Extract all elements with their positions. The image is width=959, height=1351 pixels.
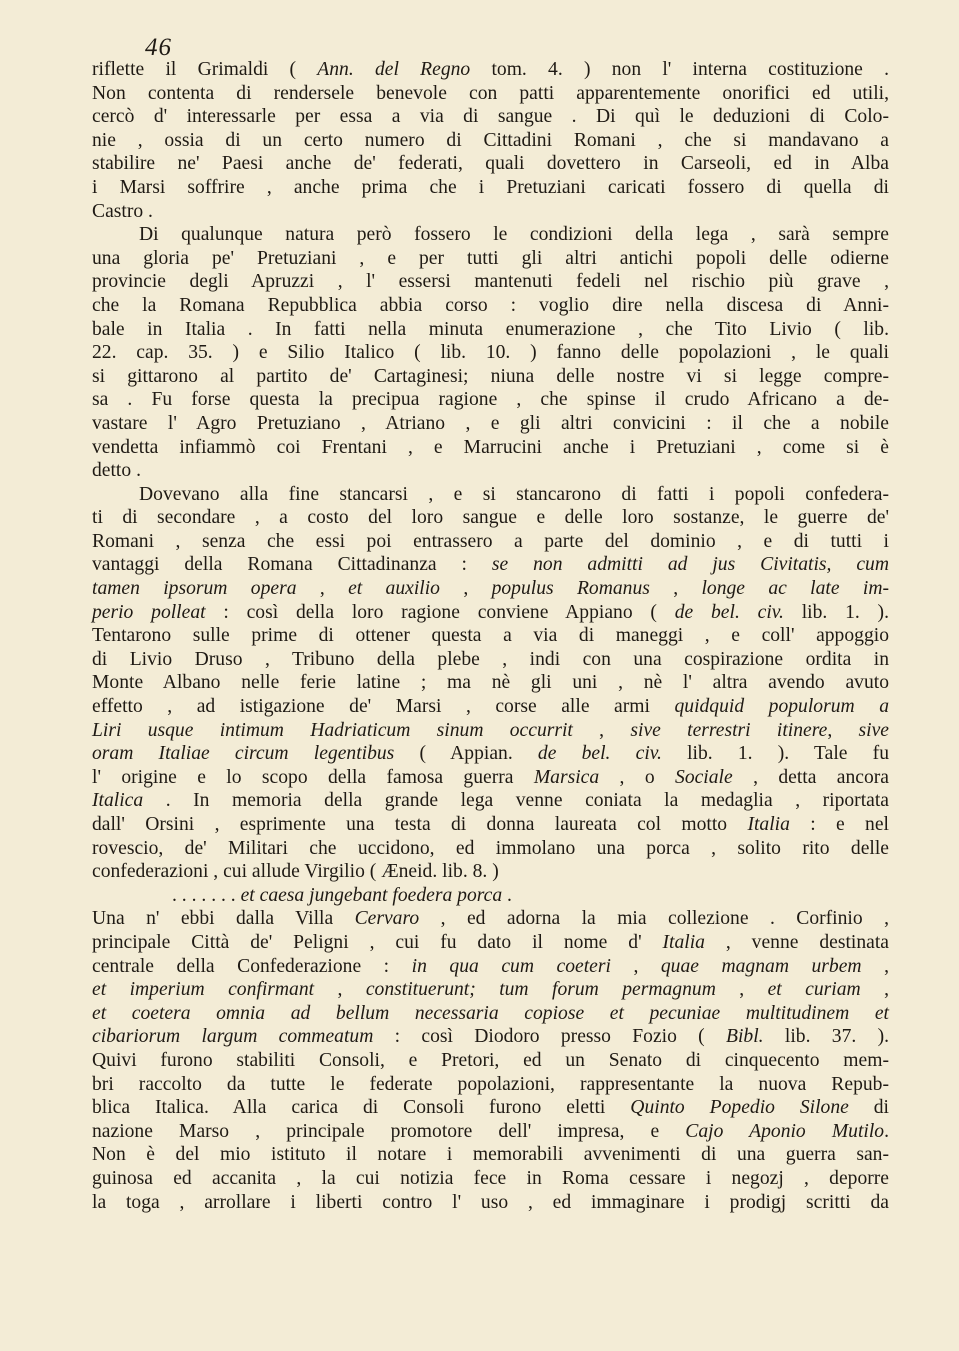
text-line: bale in Italia . In fatti nella minuta enumerazione , che Tito Livio ( lib. bbox=[92, 318, 889, 340]
text-line: rovescio, de' Militari che uccidono, ed immolano una porca , solito rito delle bbox=[92, 837, 889, 859]
text-line: 22. cap. 35. ) e Silio Italico ( lib. 10. ) fanno delle popolazioni , le quali bbox=[92, 342, 889, 364]
text-line: et imperium confirmant , constituerunt; tum forum permagnum , et curiam , bbox=[92, 979, 890, 1001]
text-line: cercò d' interessarle per essa a via di sangue . Di quì le deduzioni di Colo- bbox=[92, 106, 889, 128]
text-line: i Marsi soffrire , anche prima che i Pretuziani caricati fossero di quella di bbox=[92, 176, 889, 198]
text-line: et coetera omnia ad bellum necessaria copiose et pecuniae multitudinem et bbox=[92, 1002, 889, 1024]
text-line: una gloria pe' Pretuziani , e per tutti gli altri antichi popoli delle odierne bbox=[92, 247, 889, 269]
text-line: si gittarono al partito de' Cartaginesi; niuna delle nostre vi si legge compre- bbox=[92, 365, 889, 387]
text-line: Non contenta di rendersele benevole con patti apparentemente onorifici ed utili, bbox=[92, 82, 889, 104]
text-line: guinosa ed accanita , la cui notizia fece in Roma cessare i negozj , deporre bbox=[92, 1167, 889, 1189]
text-line: vendetta infiammò coi Frentani , e Marrucini anche i Pretuziani , come si è bbox=[92, 436, 889, 458]
text-line: che la Romana Repubblica abbia corso : voglio dire nella discesa di Anni- bbox=[92, 294, 889, 316]
page-number: 46 bbox=[145, 34, 172, 61]
text-line: oram Italiae circum legentibus ( Appian. de bel. civ. lib. 1. ). Tale fu bbox=[92, 743, 889, 765]
text-line: perio polleat : così della loro ragione conviene Appiano ( de bel. civ. lib. 1. ). bbox=[92, 601, 889, 623]
text-line: Non è del mio istituto il notare i memorabili avvenimenti di una guerra san- bbox=[92, 1144, 889, 1166]
text-line: Monte Albano nelle ferie latine ; ma nè gli uni , nè l' altra avendo avuto bbox=[92, 672, 889, 694]
text-line: ti di secondare , a costo del loro sangue e delle loro sostanze, le guerre de' bbox=[92, 507, 889, 529]
text-line: Di qualunque natura però fossero le condizioni della lega , sarà sempre bbox=[139, 224, 889, 246]
text-line: Liri usque intimum Hadriaticum sinum occurrit , sive terrestri itinere, sive bbox=[92, 719, 890, 741]
text-line: Quivi furono stabiliti Consoli, e Pretori, ed un Senato di cinquecento mem- bbox=[92, 1049, 889, 1071]
text-line: Romani , senza che essi poi entrassero a parte del dominio , e di tutti i bbox=[92, 530, 889, 552]
text-line: . . . . . . . et caesa jungebant foedera porca . bbox=[172, 884, 512, 906]
body-text bbox=[92, 58, 889, 1214]
text-line: nie , ossia di un certo numero di Cittadini Romani , che si mandavano a bbox=[92, 129, 889, 151]
text-line: principale Città de' Peligni , cui fu dato il nome d' Italia , venne destinata bbox=[92, 931, 889, 953]
text-line: Una n' ebbi dalla Villa Cervaro , ed adorna la mia collezione . Corfinio , bbox=[92, 908, 889, 930]
text-line: Italica . In memoria della grande lega venne coniata la medaglia , riportata bbox=[92, 790, 889, 812]
text-line: Dovevano alla fine stancarsi , e si stancarono di fatti i popoli confedera- bbox=[139, 483, 889, 505]
text-line: l' origine e lo scopo della famosa guerra Marsica , o Sociale , detta ancora bbox=[92, 766, 890, 788]
text-line: centrale della Confederazione : in qua cum coeteri , quae magnam urbem , bbox=[92, 955, 890, 977]
text-line: Castro . bbox=[92, 200, 153, 222]
text-line: vantaggi della Romana Cittadinanza : se non admitti ad jus Civitatis, cum bbox=[92, 554, 889, 576]
text-line: blica Italica. Alla carica di Consoli furono eletti Quinto Popedio Silone di bbox=[92, 1097, 890, 1119]
text-line: provincie degli Apruzzi , l' essersi mantenuti fedeli nel rischio più grave , bbox=[92, 271, 889, 293]
text-line: vastare l' Agro Pretuziano , Atriano , e gli altri convicini : il che a nobile bbox=[92, 412, 889, 434]
text-line: cibariorum largum commeatum : così Diodoro presso Fozio ( Bibl. lib. 37. ). bbox=[92, 1026, 889, 1048]
text-line: sa . Fu forse questa la precipua ragione , che spinse il crudo Africano a de- bbox=[92, 389, 889, 411]
text-line: la toga , arrollare i liberti contro l' uso , ed immaginare i prodigj scritti da bbox=[92, 1191, 889, 1213]
text-line: detto . bbox=[92, 460, 141, 482]
text-line: tamen ipsorum opera , et auxilio , populus Romanus , longe ac late im- bbox=[92, 578, 889, 600]
text-line: nazione Marso , principale promotore dell' impresa, e Cajo Aponio Mutilo. bbox=[92, 1120, 889, 1142]
text-line: effetto , ad istigazione de' Marsi , corse alle armi quidquid populorum a bbox=[92, 696, 889, 718]
text-line: stabilire ne' Paesi anche de' federati, quali dovettero in Carseoli, ed in Alba bbox=[92, 153, 889, 175]
text-line: dall' Orsini , esprimente una testa di donna laureata col motto Italia : e nel bbox=[92, 814, 889, 835]
text-line: confederazioni , cui allude Virgilio ( Æneid. lib. 8. ) bbox=[92, 861, 499, 883]
text-line: di Livio Druso , Tribuno della plebe , indi con una cospirazione ordita in bbox=[92, 648, 889, 670]
text-line: bri raccolto da tutte le federate popolazioni, rappresentante la nuova Repub- bbox=[92, 1073, 889, 1095]
text-line: Tentarono sulle prime di ottener questa a via di maneggi , e coll' appoggio bbox=[92, 625, 889, 647]
text-line: riflette il Grimaldi ( Ann. del Regno tom. 4. ) non l' interna costituzione . bbox=[92, 59, 889, 80]
